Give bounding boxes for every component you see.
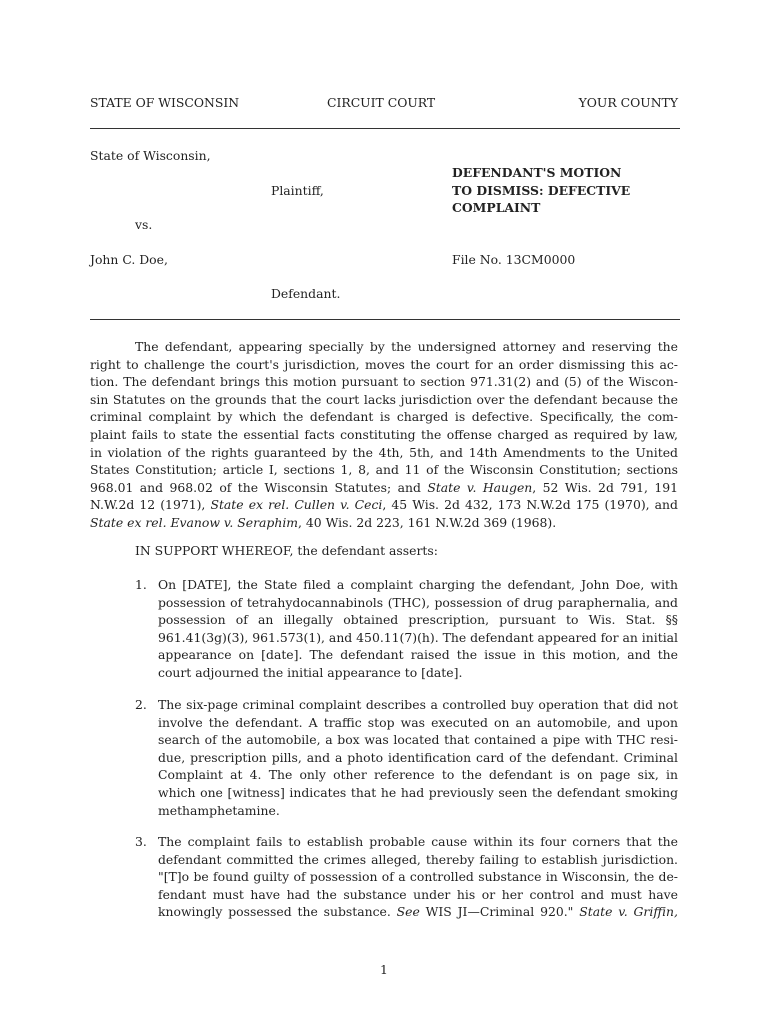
numbered-item: [90, 696, 678, 819]
item-number: 1.: [135, 577, 147, 592]
motion-title-line: TO DISMISS: DEFECTIVE: [452, 182, 631, 198]
paragraph-line: involve the defendant. A traffic stop was executed on an automobile, and upon: [158, 714, 678, 730]
paragraph-line: The complaint fails to establish probable cause within its four corners that the: [158, 834, 678, 849]
paragraph-line: right to challenge the court's jurisdiction, moves the court for an order dismissing this ac-: [90, 356, 678, 372]
paragraph-line: States Constitution; article I, sections 1, 8, and 11 of the Wisconsin Constitution; sections: [90, 462, 678, 478]
paragraph-line: The defendant, appearing specially by the undersigned attorney and reserving the: [135, 339, 678, 354]
motion-title-line: DEFENDANT'S MOTION: [452, 165, 622, 180]
case-citation: State ex rel. Evanow v. Seraphim: [90, 514, 299, 530]
item-text: [158, 576, 678, 682]
paragraph-line: possession of tetrahydocannabinols (THC), possession of drug paraphernalia, and: [158, 594, 678, 610]
intro-paragraph: [90, 338, 678, 532]
case-citation: State v. Haugen: [427, 479, 533, 495]
paragraph-line: tion. The defendant brings this motion pursuant to section 971.31(2) and (5) of the Wiscon-: [90, 374, 678, 390]
motion-title-line: COMPLAINT: [452, 200, 541, 215]
caption-state: STATE OF WISCONSIN: [90, 95, 240, 110]
text-run: WIS JI—Criminal 920.": [425, 904, 574, 920]
paragraph-line: which one [witness] indicates that he had previously seen the defendant smoking: [158, 784, 678, 800]
paragraph-line: The six-page criminal complaint describes a controlled buy operation that did not: [158, 697, 678, 712]
item-text: [158, 833, 678, 921]
plaintiff-name: State of Wisconsin,: [90, 148, 211, 163]
paragraph-line: plaint fails to state the essential facts constituting the offense charged as required by law,: [90, 426, 678, 442]
caption-court: CIRCUIT COURT: [327, 95, 436, 110]
paragraph-line: [158, 903, 678, 921]
page-number: 1: [380, 962, 388, 977]
case-citation: State v. Griffin,: [579, 904, 678, 920]
paragraph-line: 961.41(3g)(3), 961.573(1), and 450.11(7)(h). The defendant appeared for an initial: [158, 629, 679, 645]
defendant-role: Defendant.: [271, 286, 341, 301]
paragraph-line: sin Statutes on the grounds that the court lacks jurisdiction over the defendant because the: [90, 391, 678, 407]
paragraph-line: due, prescription pills, and a photo identification card of the defendant. Criminal: [158, 749, 678, 765]
case-citation: State ex rel. Cullen v. Ceci: [210, 497, 383, 513]
paragraph-line: court adjourned the initial appearance to [date].: [158, 664, 463, 680]
paragraph-line: appearance on [date]. The defendant raised the issue in this motion, and the: [158, 647, 678, 663]
item-text: [158, 696, 678, 819]
versus-label: vs.: [135, 217, 153, 232]
item-number: 2.: [135, 697, 147, 712]
signal-word: See: [396, 904, 420, 920]
paragraph-line: Complaint at 4. The only other reference to the defendant is on page six, in: [158, 767, 678, 783]
paragraph-line: possession of an illegally obtained prescription, pursuant to Wis. Stat. §§: [158, 612, 678, 628]
item-number: 3.: [135, 834, 147, 849]
text-run: 968.01 and 968.02 of the Wisconsin Statutes; and: [90, 479, 421, 495]
file-number: File No. 13CM0000: [452, 252, 576, 267]
numbered-item: [90, 576, 678, 682]
text-run: knowingly possessed the substance.: [158, 904, 391, 920]
plaintiff-role: Plaintiff,: [271, 183, 324, 198]
caption-bottom-rule: [90, 319, 680, 320]
text-run: , 40 Wis. 2d 223, 161 N.W.2d 369 (1968).: [298, 514, 557, 530]
paragraph-line: On [DATE], the State filed a complaint charging the defendant, John Doe, with: [158, 577, 678, 592]
text-run: N.W.2d 12 (1971),: [90, 497, 206, 513]
text-run: , 45 Wis. 2d 432, 173 N.W.2d 175 (1970), and: [382, 497, 678, 513]
text-run: , 52 Wis. 2d 791, 191: [532, 479, 678, 495]
paragraph-line: fendant must have had the substance under his or her control and must have: [158, 886, 678, 902]
paragraph-line: defendant committed the crimes alleged, thereby failing to establish jurisdiction.: [158, 851, 678, 867]
paragraph-line: [90, 496, 678, 514]
caption-county: YOUR COUNTY: [578, 95, 678, 110]
paragraph-line: in violation of the rights guaranteed by the 4th, 5th, and 14th Amendments to the United: [90, 444, 678, 460]
paragraph-line: methamphetamine.: [158, 802, 280, 818]
paragraph-line: search of the automobile, a box was located that contained a pipe with THC resi-: [158, 732, 678, 748]
caption-top-rule: [90, 128, 680, 129]
paragraph-line: [90, 479, 678, 497]
numbered-item: [90, 833, 678, 921]
defendant-name: John C. Doe,: [90, 252, 168, 267]
paragraph-line: [90, 514, 678, 532]
paragraph-line: "[T]o be found guilty of possession of a controlled substance in Wisconsin, the de-: [158, 869, 678, 885]
support-heading: IN SUPPORT WHEREOF, the defendant asserts:: [135, 543, 438, 558]
paragraph-line: criminal complaint by which the defendant is charged is defective. Specifically, the com-: [90, 409, 678, 425]
caption-header: [90, 94, 678, 112]
motion-title: [452, 164, 630, 217]
